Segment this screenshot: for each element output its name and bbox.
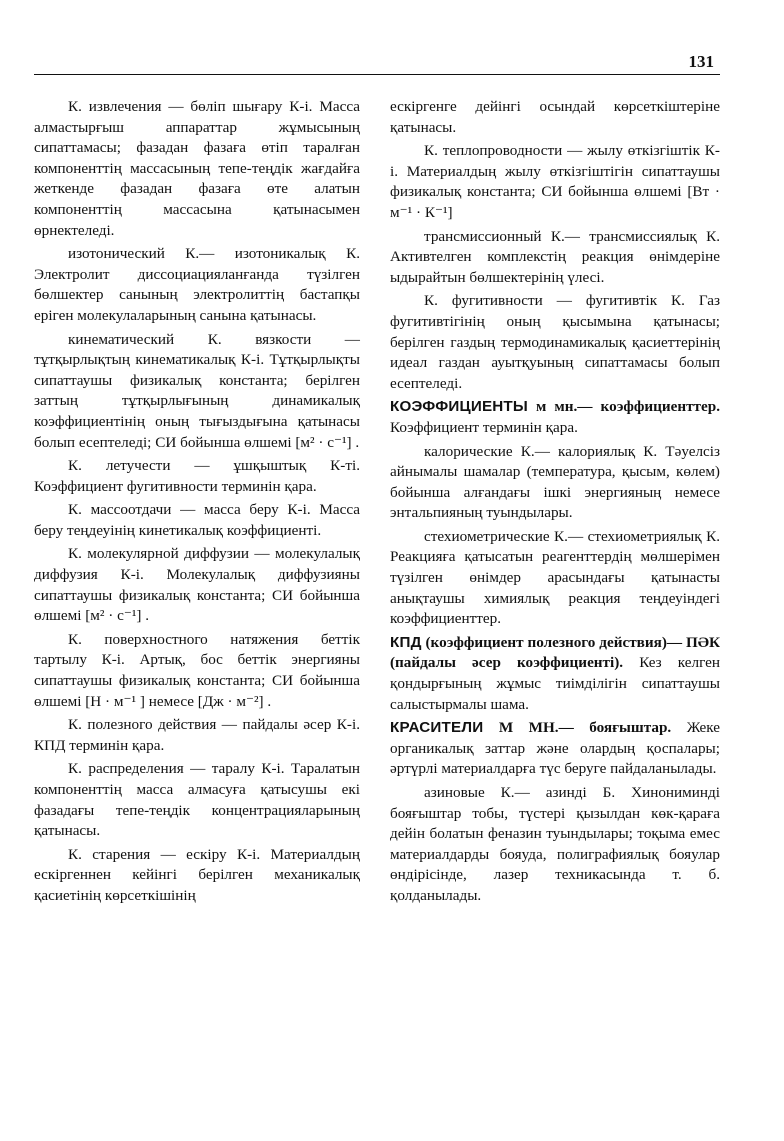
dictionary-head-entry <box>390 397 720 438</box>
dictionary-entry: К. распределения — таралу К-і. Таралатын компоненттің масса алмасуға қатысушы екі фазадағы тепе-теңдік концентрацияларының қатынасы. <box>34 760 360 840</box>
left-column <box>34 97 360 910</box>
dictionary-entry: К. молекулярной диффузии — молекулалық диффузия К-і. Молекулалық диффузияны сипаттаушы физикалық константа; СИ бойынша өлшемі [м² · с⁻¹] . <box>34 545 360 625</box>
dictionary-entry: калорические К.— калориялық К. Тәуелсіз айнымалы шамалар (температура, қысым, көлем) бойынша алғандағы ішкі энергияның немесе энтальпияның туындылары. <box>390 442 720 522</box>
dictionary-entry: К. массоотдачи — масса беру К-і. Масса беру теңдеуінің кинетикалық коэффициенті. <box>34 501 360 539</box>
right-column <box>390 97 720 910</box>
dictionary-entry: К. теплопроводности — жылу өткізгіштік К-і. Материалдың жылу өткізгіштігін сипаттаушы физикалық константа; СИ бойынша өлшемі [Вт · м⁻¹ · К⁻¹] <box>390 142 720 221</box>
dictionary-entry: К. старения — ескіру К-і. Материалдың ескіргеннен кейінгі берілген механикалық қасиетінің көрсеткішінің <box>34 845 360 904</box>
page-number: 131 <box>688 52 714 71</box>
dictionary-entry: К. поверхностного натяжения беттік тартылу К-і. Артық, бос беттік энергияны сипаттаушы физикалық константа; СИ бойынша өлшемі [Н · м⁻¹ ] немесе [Дж · м⁻²] . <box>34 630 360 710</box>
headword-translation: (коэффициент полезного действия)— ПӘК (пайдалы әсер коэффициенті). <box>390 633 720 672</box>
dictionary-entry: азиновые К.— азинді Б. Хинониминді бояғыштар тобы, түстері қызылдан көк-қараға дейін болатын феназин туындылары; тоқыма емес материалдарды бояуда, полиграфиялық бояулар өндірісінде, лазер техникасында т. б. қолданылады. <box>390 784 720 904</box>
dictionary-head-entry <box>390 718 720 780</box>
dictionary-entry: кинематический К. вязкости — тұтқырлықтың кинематикалық К-і. Тұтқырлықты сипаттаушы физикалық константа; берілген заттың тұтқырлығының динамикалық коэффициентінің оның тығыздығына қатынасы болып есептеледі; СИ бойынша өлшемі [м² · с⁻¹] . <box>34 330 360 451</box>
headword: КПД <box>390 633 422 651</box>
dictionary-entry: К. извлечения — бөліп шығару К-і. Масса алмастырғыш аппараттар жұмысының сипаттамасы; фазадан фазаға өтіп таралған компоненттің массасының тепе-теңдік жағдайға жеткенде фазадан фазаға өте алатын компоненттің массасына қатынасымен өрнектеледі. <box>34 98 360 239</box>
dictionary-entry: К. фугитивности — фугитивтік К. Газ фугитивтігінің оның қысымына қатынасы; берілген газдың термодинамикалық қасиеттерінің идеал газдан ауытқуының сипаттамасы болып есептеледі. <box>390 292 720 392</box>
headword: КРАСИТЕЛИ <box>390 719 484 737</box>
entry-definition: Жеке органикалық заттар және олардың қоспалары; әртүрлі материалдарға түс беруге пайдаланылады. <box>390 719 721 778</box>
dictionary-entry: трансмиссионный К.— трансмиссиялық К. Активтелген комплекстің реакция өнімдеріне ыдырайтын бөлшектерінің үлесі. <box>390 227 720 286</box>
dictionary-entry: К. полезного действия — пайдалы әсер К-і. КПД терминін қара. <box>34 716 360 754</box>
headword-translation: М МН.— бояғыштар. <box>498 719 672 737</box>
entry-definition: Коэффициент терминін қара. <box>390 418 578 436</box>
entry-definition: Кез келген қондырғының жұмыс тиімділігін сипаттаушы салыстырмалы шама. <box>390 654 720 713</box>
dictionary-entry: изотонический К.— изотоникалық К. Электролит диссоциацияланғанда түзілген бөлшектер санының электролиттің бастапқы еріген молекулаларының санына қатынасы. <box>34 245 360 324</box>
header-rule <box>34 74 720 75</box>
entry-continuation: ескіргенге дейінгі осындай көрсеткіштеріне қатынасы. <box>390 98 720 136</box>
dictionary-head-entry <box>390 633 720 715</box>
headword-translation: м мн.— коэффициенттер. <box>536 398 720 416</box>
headword: КОЭФФИЦИЕНТЫ <box>390 398 528 416</box>
dictionary-entry: К. летучести — ұшқыштық К-ті. Коэффициент фугитивности терминін қара. <box>34 457 360 495</box>
dictionary-entry: стехиометрические К.— стехиометриялық К. Реакцияға қатысатын реагенттердің мөлшерімен түзілген өнімдер арасындағы қатынасты анықтаушы химиялық реакция теңдеуіндегі коэффициенттер. <box>390 527 720 628</box>
